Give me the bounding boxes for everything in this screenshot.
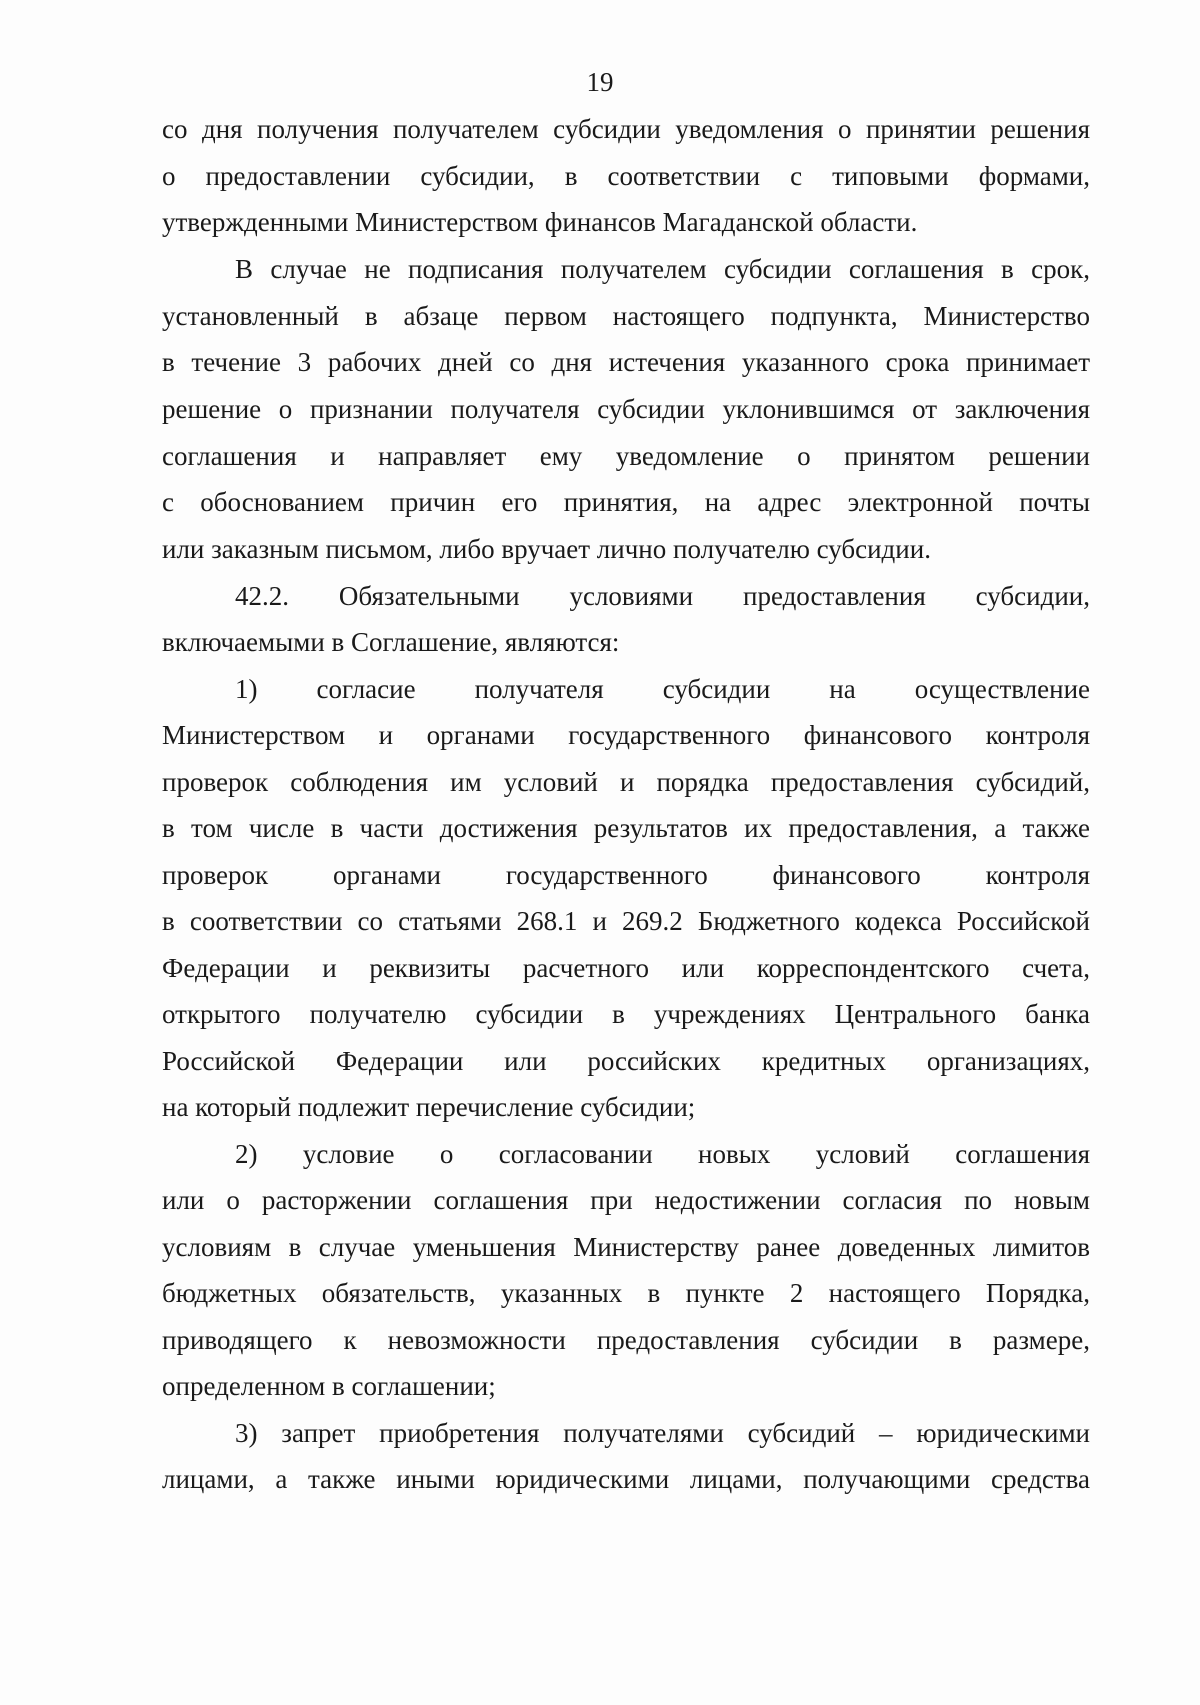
text-line: Российской Федерации или российских кредитных организациях,: [162, 1046, 1090, 1076]
text-line: Федерации и реквизиты расчетного или корреспондентского счета,: [162, 953, 1090, 983]
paragraph-first-line: В случае не подписания получателем субсидии соглашения в срок,: [235, 254, 1090, 284]
text-line: со дня получения получателем субсидии уведомления о принятии решения: [162, 114, 1090, 144]
text-line: открытого получателю субсидии в учреждениях Центрального банка: [162, 999, 1090, 1029]
list-item-1-first-line: 1) согласие получателя субсидии на осуществление: [235, 674, 1090, 704]
text-line: или о расторжении соглашения при недостижении согласия по новым: [162, 1185, 1090, 1215]
text-line: проверок соблюдения им условий и порядка предоставления субсидий,: [162, 767, 1090, 797]
text-line: условиям в случае уменьшения Министерству ранее доведенных лимитов: [162, 1232, 1090, 1262]
text-line: бюджетных обязательств, указанных в пункте 2 настоящего Порядка,: [162, 1278, 1090, 1308]
text-line: лицами, а также иными юридическими лицами, получающими средства: [162, 1464, 1090, 1494]
text-line: на который подлежит перечисление субсидии;: [162, 1092, 696, 1122]
text-line: приводящего к невозможности предоставления субсидии в размере,: [162, 1325, 1090, 1355]
text-line: о предоставлении субсидии, в соответствии с типовыми формами,: [162, 161, 1090, 191]
text-line: Министерством и органами государственного финансового контроля: [162, 720, 1090, 750]
text-line: соглашения и направляет ему уведомление о принятом решении: [162, 441, 1090, 471]
text-line: или заказным письмом, либо вручает лично получателю субсидии.: [162, 534, 931, 564]
text-line: решение о признании получателя субсидии уклонившимся от заключения: [162, 394, 1090, 424]
page-number: 19: [586, 67, 614, 97]
text-line: проверок органами государственного финансового контроля: [162, 860, 1090, 890]
clause-heading-line: 42.2. Обязательными условиями предоставления субсидии,: [235, 581, 1090, 611]
text-line: в течение 3 рабочих дней со дня истечения указанного срока принимает: [162, 347, 1090, 377]
text-line: с обоснованием причин его принятия, на адрес электронной почты: [162, 487, 1090, 517]
text-line: установленный в абзаце первом настоящего подпункта, Министерство: [162, 301, 1090, 331]
text-line: в том числе в части достижения результатов их предоставления, а также: [162, 813, 1090, 843]
text-line: определенном в соглашении;: [162, 1371, 496, 1401]
list-item-3-first-line: 3) запрет приобретения получателями субсидий – юридическими: [235, 1418, 1090, 1448]
list-item-2-first-line: 2) условие о согласовании новых условий соглашения: [235, 1139, 1090, 1169]
text-line: в соответствии со статьями 268.1 и 269.2 Бюджетного кодекса Российской: [162, 906, 1090, 936]
text-line: утвержденными Министерством финансов Магаданской области.: [162, 207, 918, 237]
text-line: включаемыми в Соглашение, являются:: [162, 627, 620, 657]
